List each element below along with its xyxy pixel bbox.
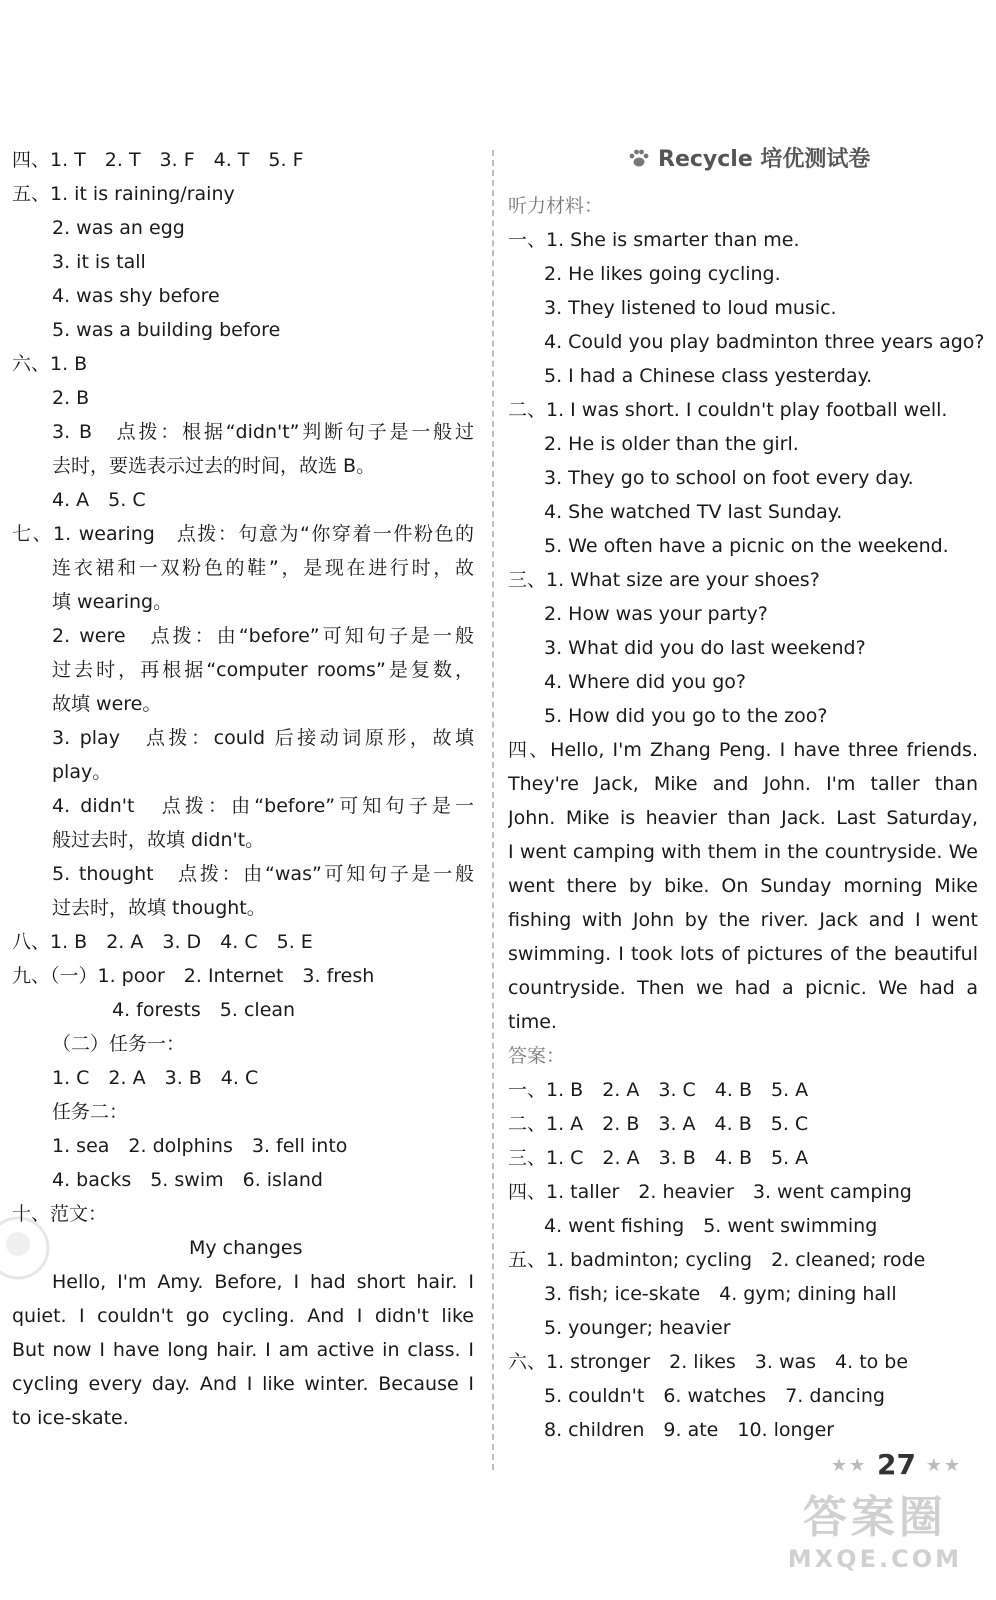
answer-line: 2. How was your party? bbox=[544, 603, 768, 625]
answer-line: 4. went fishing 5. went swimming bbox=[544, 1215, 878, 1237]
answer-line: 3. play 点拨：could 后接动词原形，故填 bbox=[52, 727, 474, 749]
answer-line: 3. What did you do last weekend? bbox=[544, 637, 866, 659]
star-icon: ★★ bbox=[925, 1455, 962, 1476]
answer-line: 2. He is older than the girl. bbox=[544, 433, 799, 455]
essay-line: to ice-skate. bbox=[12, 1407, 129, 1429]
answer-line: 5. thought 点拨：由“was”可知句子是一般 bbox=[52, 863, 474, 885]
answer-line: 一、1. B 2. A 3. C 4. B 5. A bbox=[508, 1079, 809, 1101]
essay-line: Hello, I'm Amy. Before, I had short hair. I bbox=[52, 1271, 474, 1293]
essay-line: quiet. I couldn't go cycling. And I didn't like bbox=[12, 1305, 474, 1327]
answer-line: 三、1. C 2. A 3. B 4. B 5. A bbox=[508, 1147, 809, 1169]
answer-line: 3. They go to school on foot every day. bbox=[544, 467, 914, 489]
passage-line: swimming. I took lots of pictures of the beautiful bbox=[508, 943, 978, 965]
answer-line: 1. C 2. A 3. B 4. C bbox=[52, 1067, 259, 1089]
answer-line: 5. I had a Chinese class yesterday. bbox=[544, 365, 873, 387]
answer-line: 六、1. B bbox=[12, 353, 88, 375]
answer-line: 般过去时，故填 didn't。 bbox=[52, 829, 265, 851]
essay-line: cycling every day. And I like winter. Because I bbox=[12, 1373, 474, 1395]
essay-line: But now I have long hair. I am active in class. I bbox=[12, 1339, 474, 1361]
answer-line: 2. were 点拨：由“before”可知句子是一般 bbox=[52, 625, 474, 647]
answer-line: 过去时，再根据“computer rooms”是复数， bbox=[52, 659, 474, 681]
watermark bbox=[788, 1492, 962, 1574]
answer-line: 2. He likes going cycling. bbox=[544, 263, 781, 285]
answer-line: 十、范文： bbox=[12, 1203, 108, 1225]
answer-line: 一、1. She is smarter than me. bbox=[508, 229, 800, 251]
answer-line: 过去时，故填 thought。 bbox=[52, 897, 266, 919]
passage-line: I went camping with them in the countryside. We bbox=[508, 841, 978, 863]
answer-line: 4. didn't 点拨：由“before”可知句子是一 bbox=[52, 795, 474, 817]
passage-line: 四、Hello, I'm Zhang Peng. I have three friends. bbox=[508, 739, 978, 761]
answer-line: 4. backs 5. swim 6. island bbox=[52, 1169, 323, 1191]
answer-line: 5. How did you go to the zoo? bbox=[544, 705, 828, 727]
answer-line: 3. fish; ice-skate 4. gym; dining hall bbox=[544, 1283, 897, 1305]
answer-line: 五、1. badminton; cycling 2. cleaned; rode bbox=[508, 1249, 926, 1271]
answer-line: 5. was a building before bbox=[52, 319, 281, 341]
passage-line: time. bbox=[508, 1011, 557, 1033]
answer-line: 3. it is tall bbox=[52, 251, 146, 273]
essay-title: My changes bbox=[189, 1237, 303, 1259]
answer-line: 1. sea 2. dolphins 3. fell into bbox=[52, 1135, 348, 1157]
answer-line: 故填 were。 bbox=[52, 693, 162, 715]
answer-line: 5. couldn't 6. watches 7. dancing bbox=[544, 1385, 885, 1407]
answer-line: 七、1. wearing 点拨：句意为“你穿着一件粉色的 bbox=[12, 523, 474, 545]
answer-line: 4. Could you play badminton three years ago? bbox=[544, 331, 985, 353]
watermark-text: 答案圈 bbox=[802, 1492, 947, 1543]
answer-line: 4. was shy before bbox=[52, 285, 220, 307]
answer-line: 四、1. taller 2. heavier 3. went camping bbox=[508, 1181, 912, 1203]
page-number bbox=[831, 1448, 962, 1481]
answer-line: 八、1. B 2. A 3. D 4. C 5. E bbox=[12, 931, 313, 953]
answer-line: 4. She watched TV last Sunday. bbox=[544, 501, 843, 523]
answer-line: 五、1. it is raining/rainy bbox=[12, 183, 235, 205]
passage-line: went there by bike. On Sunday morning Mike bbox=[508, 875, 978, 897]
answer-line: 去时，要选表示过去的时间，故选 B。 bbox=[52, 455, 376, 477]
answer-line: 4. forests 5. clean bbox=[112, 999, 296, 1021]
answer-line: 3. B 点拨：根据“didn't”判断句子是一般过 bbox=[52, 421, 474, 443]
passage-line: They're Jack, Mike and John. I'm taller than bbox=[508, 773, 978, 795]
answer-line: （二）任务一： bbox=[52, 1033, 186, 1055]
star-icon: ★★ bbox=[830, 1455, 868, 1476]
answer-line: 连衣裙和一双粉色的鞋”，是现在进行时，故 bbox=[52, 557, 474, 579]
passage-line: fishing with John by the river. Jack and I went bbox=[508, 909, 978, 931]
page-number-text: 27 bbox=[877, 1448, 916, 1481]
label-listening: 听力材料： bbox=[508, 195, 604, 217]
column-divider bbox=[492, 150, 494, 1470]
answer-line: 5. younger; heavier bbox=[544, 1317, 731, 1339]
answer-line: play。 bbox=[52, 761, 112, 783]
answer-line: 8. children 9. ate 10. longer bbox=[544, 1419, 835, 1441]
passage-line: John. Mike is heavier than Jack. Last Saturday, bbox=[508, 807, 978, 829]
answer-line: 4. A 5. C bbox=[52, 489, 146, 511]
answer-line: 二、1. I was short. I couldn't play football well. bbox=[508, 399, 948, 421]
section-title bbox=[628, 140, 870, 180]
answer-line: 四、1. T 2. T 3. F 4. T 5. F bbox=[12, 149, 304, 171]
label-answers: 答案： bbox=[508, 1045, 566, 1067]
watermark-url: MXQE.COM bbox=[787, 1545, 962, 1573]
answer-line: 2. B bbox=[52, 387, 90, 409]
answer-line: 六、1. stronger 2. likes 3. was 4. to be bbox=[508, 1351, 909, 1373]
answer-line: 2. was an egg bbox=[52, 217, 185, 239]
answer-line: 4. Where did you go? bbox=[544, 671, 746, 693]
passage-line: countryside. Then we had a picnic. We had a bbox=[508, 977, 978, 999]
answer-line: 二、1. A 2. B 3. A 4. B 5. C bbox=[508, 1113, 809, 1135]
answer-line: 5. We often have a picnic on the weekend. bbox=[544, 535, 949, 557]
answer-line: 填 wearing。 bbox=[52, 591, 173, 613]
answer-line: 任务二： bbox=[52, 1101, 129, 1123]
answer-line: 三、1. What size are your shoes? bbox=[508, 569, 820, 591]
answer-line: 九、（一）1. poor 2. Internet 3. fresh bbox=[12, 965, 375, 987]
paw-icon bbox=[628, 148, 650, 168]
answer-line: 3. They listened to loud music. bbox=[544, 297, 837, 319]
section-title-text: Recycle 培优测试卷 bbox=[658, 147, 871, 172]
